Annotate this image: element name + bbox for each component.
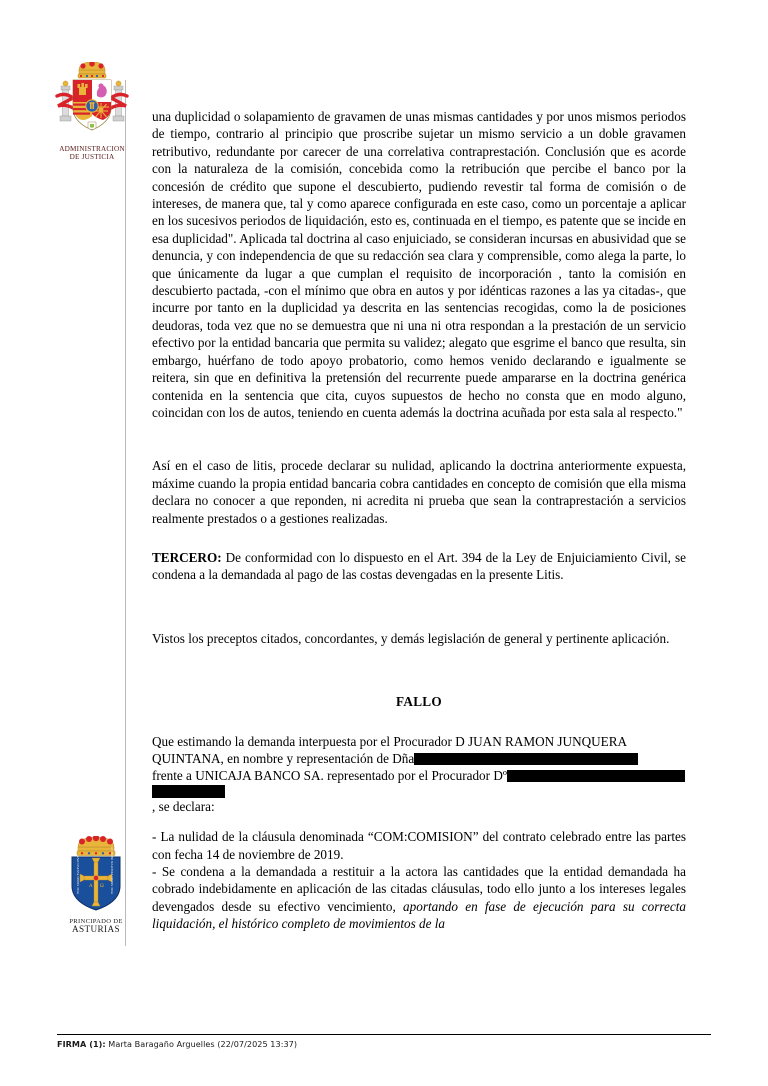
emblem-caption-asturias: [48, 918, 144, 935]
fallo-intro-part1: Que estimando la demanda interpuesta por el Procurador D JUAN RAMON JUNQUERA QUINTANA, en nombre y representación de Dña: [152, 733, 627, 766]
spacer: [152, 584, 686, 630]
fallo-intro-part2: frente a UNICAJA BANCO SA. representado por el Procurador Dº: [152, 768, 507, 784]
fallo-item-2: [152, 863, 686, 933]
emblem-caption-line2: DE JUSTICIA: [69, 152, 115, 161]
svg-text:HOC SIGNO TVETVR PIVS: HOC SIGNO TVETVR PIVS: [76, 855, 80, 894]
fallo-item-2-plain: - Se condena a la demandada a restituir a la actora las cantidades que la entidad demandada ha cobrado indebidamente en aplicación de las citadas cláusulas, todo ello junto a los intereses legales devengados desde su efectivo vencimiento,: [152, 864, 686, 914]
footer-signature-text: [57, 1039, 711, 1049]
redaction-bar-procurador-cont: [152, 785, 225, 798]
fallo-intro: [152, 733, 686, 816]
firma-value: Marta Baragaño Arguelles (22/07/2025 13:37): [105, 1039, 298, 1050]
spacer: [152, 815, 686, 828]
emblem-caption-line1: ADMINISTRACION: [59, 145, 125, 153]
footer-divider: [57, 1034, 711, 1035]
footer-signature-block: [57, 1034, 711, 1049]
tercero-text: De conformidad con lo dispuesto en el Art. 394 de la Ley de Enjuiciamiento Civil, se condena a la demandada al pago de las costas devengadas en la presente Litis.: [152, 549, 686, 583]
coat-of-arms-asturias: [48, 836, 144, 935]
fallo-heading: FALLO: [396, 694, 442, 710]
spacer: [152, 711, 686, 733]
tercero-label: TERCERO:: [152, 549, 222, 565]
firma-label: FIRMA (1):: [57, 1039, 106, 1050]
document-body: [152, 108, 686, 933]
fallo-intro-part3: , se declara:: [152, 798, 215, 814]
spacer: [152, 647, 686, 693]
coat-of-arms-spain-justice: [44, 62, 140, 162]
paragraph-continuation: una duplicidad o solapamiento de gravamen de unas mismas cantidades y por unos mismos periodos de tiempo, contrario al principio que proscribe sujetar un mismo servicio a un doble gravamen retributivo, redundante por carecer de una correlativa contraprestación. Conclusión que es acorde con la naturaleza de la comisión, concebida como la retribución que percibe el banco por la concesión de crédito que supone el descubierto, pudiendo revestir tal forma de comisión o de intereses, de manera que, tal y como aparece configurada en este caso, como un porcentaje a aplicar en los sucesivos periodos de liquidación, esto es, continuada en el tiempo, es patente que se incide en esa duplicidad". Aplicada tal doctrina al caso enjuiciado, se consideran incursas en abusividad que se denuncia, y con independencia de que su redacción sea clara y comprensible, como alega la parte, lo que únicamente da lugar a que cumplan el requisito de incorporación , tanto la comisión en descubierto pactada, -con el mínimo que obra en autos y por idénticas razones a las ya citadas-, que incurre por tanto en la duplicidad ya descrita en las sentencias recogidas, como la de posiciones deudoras, toda vez que no se demuestra que ni una ni otra respondan a la prestación de un servicio efectivo por la entidad bancaria que permita su validez; alegato que esgrime el banco que resulta, sin embargo, huérfano de todo apoyo probatorio, como hemos venido declarando e igualmente se reitera, sin que en definitiva la pretensión del recurrente puede ampararse en la doctrina genérica contenida en la sentencia que cita, cuyos supuestos de hecho no consta que en modo alguno, coincidan con los de autos, teniendo en cuenta además la doctrina acuñada por esta sala al respecto.": [152, 109, 686, 420]
escudo-asturias-icon: [65, 836, 127, 912]
spacer: [152, 421, 686, 457]
svg-text:HOC SIGNO VINCITVR INIMICVS: HOC SIGNO VINCITVR INIMICVS: [110, 846, 114, 894]
svg-text:A: A: [89, 884, 93, 889]
fallo-item-2-italic: aportando en fase de ejecución para su correcta liquidación, el histórico completo de movimientos de la: [152, 898, 686, 932]
paragraph-litis: Así en el caso de litis, procede declarar su nulidad, aplicando la doctrina anteriormente expuesta, máxime cuando la propia entidad bancaria cobra cantidades en concepto de comisión que ella misma declara no conocer a que reponden, ni acredita ni prueba que sean la contraprestación a servicios realmente prestados o a gestiones realizadas.: [152, 458, 686, 526]
redaction-bar-procurador: [507, 770, 685, 782]
svg-text:Ω: Ω: [100, 884, 104, 889]
paragraph-vistos: Vistos los preceptos citados, concordantes, y demás legislación de general y pertinente aplicación.: [152, 630, 670, 646]
emblem-caption-justice: [44, 146, 140, 162]
spacer: [152, 527, 686, 549]
paragraph-tercero: [152, 549, 686, 584]
escudo-espana-icon: [55, 62, 129, 140]
fallo-item-1: - La nulidad de la cláusula denominada “COM:COMISION” del contrato celebrado entre las partes con fecha 14 de noviembre de 2019.: [152, 829, 686, 862]
redaction-bar-demandante: [414, 753, 638, 765]
emblem-caption-line2: ASTURIAS: [71, 924, 121, 935]
emblem-caption-line1: PRINCIPADO DE: [69, 918, 123, 925]
left-margin-rule: [125, 80, 126, 946]
